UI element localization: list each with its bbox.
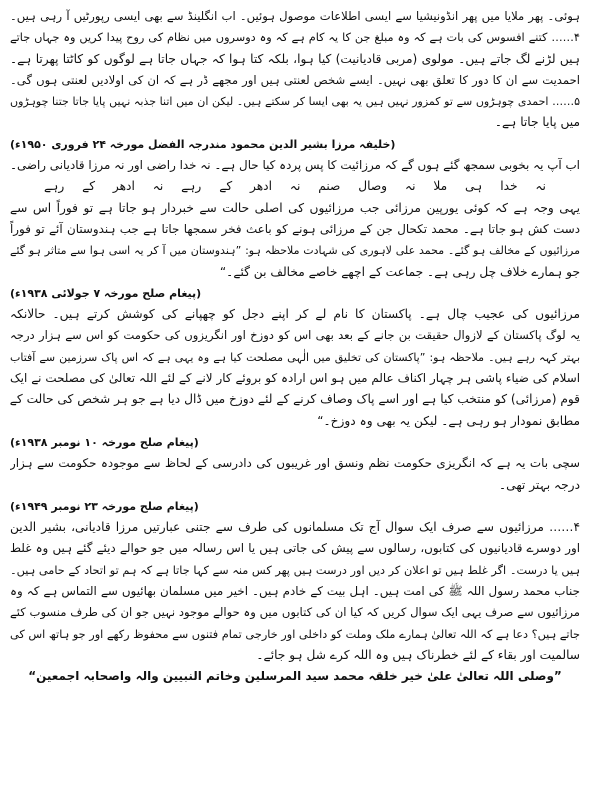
text-line: مطابق نمودار ہو رہی ہے۔ لیکن یہ بھی وہ دوزخ۔“ — [317, 413, 580, 428]
text-line: سالمیت اور بقاء کے لئے خطرناک ہیں وہ اللہ کرے شل ہو جائے۔ — [256, 647, 580, 662]
text-line: سچی بات یہ ہے کہ انگریزی حکومت نظم ونسق اور غریبوں کی دادرسی کے لحاظ سے موجودہ حکومت سے ہزار — [10, 456, 580, 471]
text-line: اور دوسرے قادیانیوں کی کتابوں، رسالوں سے پیش کی جاتی ہیں یا اس رسالہ میں جو حوالے دیئے گئے ہیں وہ غلط — [10, 541, 580, 556]
text-line: دست کش ہو جاتا ہے۔ محمد تکحال جن کے مرزائی ہونے کو باعث فخر سمجھا جاتا ہے جب ہندوستان آئے تو فوراً — [10, 221, 580, 236]
text-line: ۴…… مرزائیوں سے صرف ایک سوال آج تک مسلمانوں کی طرف سے جتنی عبارتیں مرزا قادیانی، بشیر الدین — [10, 520, 580, 535]
text-line: اب آپ یہ بخوبی سمجھ گئے ہوں گے کہ مرزائیت کا پس پردہ کیا حال ہے۔ نہ خدا راضی اور نہ مرزا قادیانی راضی۔ — [10, 158, 580, 173]
text-line: قوم (مرزائی) کو منتخب کیا ہے اور اسے پاک وصاف کرنے کے لئے دوزخ میں ڈال دیا ہے جو ہر شخص کی حالت کے — [10, 392, 580, 407]
text-line: احمدیت سے ان کا دور کا تعلق بھی نہیں۔ ایسے شخص لعنتی ہیں اور مجھے ڈر ہے کہ ان کی اولادیں لعنتی ہوں گی۔ — [10, 72, 580, 87]
poetry-verse: نہ خدا ہی ملا نہ وصال صنم نہ ادھر کے رہے نہ ادھر کے رہے — [44, 179, 546, 194]
text-line: ہوئی۔ پھر ملایا میں پھر انڈونیشیا سے ایسی اطلاعات موصول ہوئیں۔ اب انگلینڈ سے بھی ایسی رپورٹیں آ رہی ہیں۔ — [10, 9, 580, 23]
text-line: بہتر کہہ رہے ہیں۔ ملاحظہ ہو: ”پاکستان کی تخلیق میں الٰہی مصلحت کیا ہے وہ یہی ہے کہ اس پاک سرزمین سے آفتاب — [10, 350, 580, 364]
text-line: درجہ بہتر تھی۔ — [499, 477, 580, 492]
closing-salutation: ”وصلی اللہ تعالیٰ علیٰ خیر خلقہ محمد سید المرسلین وخاتم النبیین والہ واصحابہ اجمعین“ — [28, 669, 562, 684]
text-line: ہیں یا درست۔ اگر غلط ہیں تو اعلان کر دیں اور درست ہیں پھر کس منہ سے کہا جاتا ہے کہ ہم تو اتحاد کے حامی ہیں۔ — [10, 563, 580, 577]
citation: (پیغام صلح مورخہ ۲۳ نومبر ۱۹۴۹ء) — [10, 499, 199, 513]
text-line: ہیں لڑنے لگ جاتے ہیں۔ مولوی (مربی قادیانیت) کیا ہوا، بلکہ کتا ہوا کہ جہاں جاتا ہے لوگوں کو کاٹتا پھرتا ہے۔ — [10, 51, 580, 66]
text-line: مرزائیوں کے مخالف ہو گئے۔ محمد علی لاہوری کی شہادت ملاحظہ ہو: ”ہندوستان میں آ کر یہ اسی ہوا سے متاثر ہو گئے — [10, 244, 580, 258]
text-line: جناب محمد رسول اللہ ﷺ کی امت ہیں۔ اہل بیت کے خادم ہیں۔ اخیر میں مسلمان بھائیوں سے التماس ہے کہ وہ — [10, 584, 580, 599]
text-line: اسلام کی ضیاء پاشی ہر چہار اکناف عالم میں ہو اس ارادہ کو بروئے کار لانے کے لئے اللہ تعالیٰ کی مصلحت نے ایک — [10, 371, 580, 386]
citation: (پیغام صلح مورخہ ۷ جولائی ۱۹۳۸ء) — [10, 286, 202, 300]
text-line: مرزائیوں کی عجیب چال ہے۔ پاکستان کا نام لے کر اپنے دجل کو چھپانے کی کوشش کرتے ہیں۔ حالانکہ — [10, 307, 580, 322]
text-line: ۵…… احمدی چوہڑوں سے تو کمزور نہیں ہیں یہ بھی ایسا کر سکتے ہیں۔ لیکن ان میں اتنا جذبہ نہیں پایا جاتا جتنا چوہڑوں — [10, 95, 580, 109]
text-line: یہی وجہ ہے کہ کوئی یورپین مرزائی جب مرزائیوں کی اصلی حالت سے خبردار ہو جاتا ہے تو فوراً اس سے — [10, 200, 580, 215]
text-line: مرزائیوں سے صرف یہی ایک سوال کریں کہ کیا ان کی کتابوں میں وہ حوالے موجود نہیں جو ان کی طرف منسوب کئے — [10, 605, 580, 620]
text-line: ۴…… کتنے افسوس کی بات ہے کہ وہ مبلغ جن کا یہ کام ہے کہ وہ دوسروں میں نظام کی روح پیدا کریں وہ جہاں جاتے — [10, 31, 580, 45]
text-line: میں پایا جاتا ہے۔ — [494, 115, 580, 130]
text-line: جاتے ہیں؟ دعا ہے کہ اللہ تعالیٰ ہمارے ملک وملت کو داخلی اور خارجی تمام فتنوں سے محفوظ رکھے اور جو ہاتھ اس کی — [10, 627, 580, 641]
citation: (خلیفہ مرزا بشیر الدین محمود مندرجہ الفضل مورخہ ۲۴ فروری ۱۹۵۰ء) — [10, 137, 396, 151]
text-line: یہ لوگ پاکستان کے لازوال حقیقت بن جانے کے بعد بھی اس کو دوزخ اور انگریزوں کی حکومت کو اس سے ہزار درجہ — [10, 328, 580, 343]
citation: (پیغام صلح مورخہ ۱۰ نومبر ۱۹۳۸ء) — [10, 435, 199, 449]
text-line: جو ہمارے خلاف چل رہی ہے۔ جماعت کے اچھے خاصے مخالف بن گئے۔“ — [219, 264, 580, 279]
